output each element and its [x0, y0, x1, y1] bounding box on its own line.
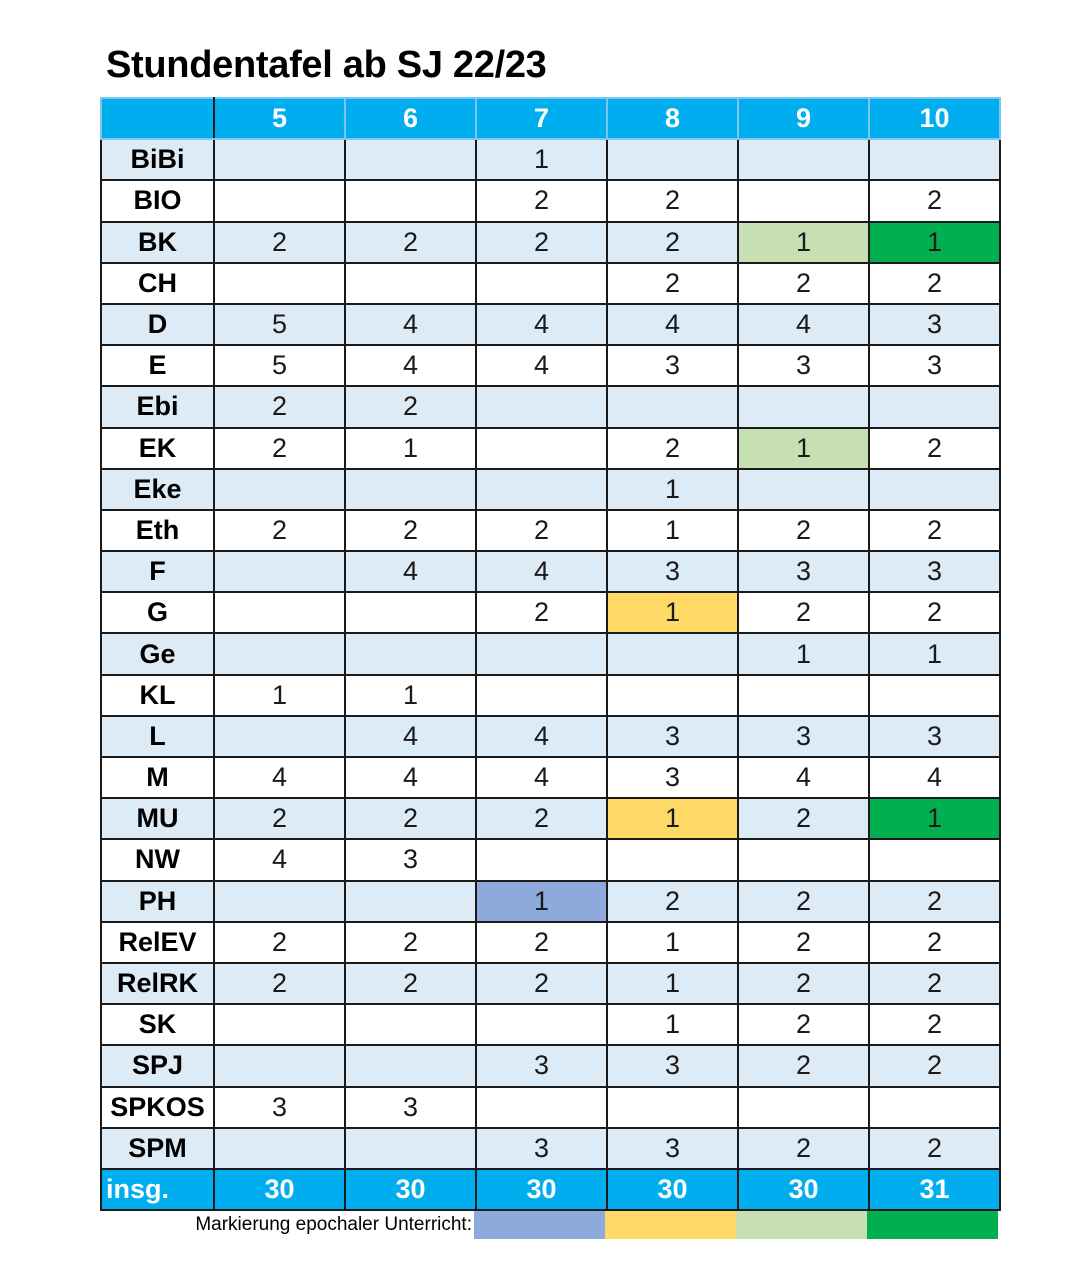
hours-cell — [607, 839, 738, 880]
subject-label: F — [101, 551, 214, 592]
grade-header: 5 — [214, 98, 345, 139]
subject-label: KL — [101, 675, 214, 716]
table-row — [101, 510, 1000, 551]
total-cell: 30 — [738, 1169, 869, 1210]
hours-cell: 4 — [607, 304, 738, 345]
hours-cell — [738, 139, 869, 180]
hours-cell: 2 — [345, 386, 476, 427]
legend-swatch-blue — [474, 1211, 605, 1239]
hours-cell: 2 — [214, 798, 345, 839]
table-row — [101, 592, 1000, 633]
hours-cell — [214, 139, 345, 180]
table-row — [101, 1045, 1000, 1086]
grade-header: 6 — [345, 98, 476, 139]
hours-cell: 2 — [869, 881, 1000, 922]
hours-cell — [345, 1004, 476, 1045]
hours-cell — [214, 592, 345, 633]
hours-cell — [476, 263, 607, 304]
hours-cell: 2 — [738, 1045, 869, 1086]
subject-label: EK — [101, 428, 214, 469]
hours-cell: 2 — [869, 592, 1000, 633]
subject-label: RelRK — [101, 963, 214, 1004]
hours-cell — [869, 139, 1000, 180]
table-row — [101, 675, 1000, 716]
hours-cell — [476, 675, 607, 716]
subject-label: Ge — [101, 633, 214, 674]
hours-cell: 3 — [607, 1045, 738, 1086]
hours-cell: 4 — [476, 757, 607, 798]
hours-cell: 1 — [345, 675, 476, 716]
hours-cell: 2 — [607, 428, 738, 469]
subject-label: E — [101, 345, 214, 386]
hours-cell: 2 — [476, 510, 607, 551]
hours-cell — [476, 1004, 607, 1045]
hours-cell — [476, 428, 607, 469]
hours-cell: 2 — [738, 263, 869, 304]
total-cell: 30 — [607, 1169, 738, 1210]
hours-cell: 2 — [869, 510, 1000, 551]
subject-label: RelEV — [101, 922, 214, 963]
page-title: Stundentafel ab SJ 22/23 — [106, 44, 547, 86]
hours-cell: 2 — [476, 963, 607, 1004]
hours-cell: 2 — [345, 222, 476, 263]
hours-cell: 2 — [738, 963, 869, 1004]
hours-cell — [214, 633, 345, 674]
hours-cell — [607, 633, 738, 674]
hours-cell: 2 — [345, 922, 476, 963]
table-row — [101, 881, 1000, 922]
table-row — [101, 139, 1000, 180]
hours-cell: 2 — [869, 1004, 1000, 1045]
hours-cell — [607, 386, 738, 427]
hours-cell: 1 — [607, 592, 738, 633]
hours-cell — [214, 1004, 345, 1045]
hours-cell: 2 — [738, 798, 869, 839]
hours-cell — [476, 633, 607, 674]
hours-cell: 2 — [869, 428, 1000, 469]
hours-cell: 3 — [869, 716, 1000, 757]
subject-label: SK — [101, 1004, 214, 1045]
hours-cell: 4 — [345, 757, 476, 798]
table-row — [101, 633, 1000, 674]
subject-label: CH — [101, 263, 214, 304]
subject-label: Ebi — [101, 386, 214, 427]
hours-cell: 2 — [607, 263, 738, 304]
hours-cell: 1 — [607, 922, 738, 963]
hours-cell: 4 — [345, 304, 476, 345]
hours-cell: 2 — [869, 180, 1000, 221]
table-row — [101, 551, 1000, 592]
hours-cell: 2 — [738, 510, 869, 551]
subject-label: L — [101, 716, 214, 757]
legend-swatch-lightgreen — [736, 1211, 867, 1239]
table-row — [101, 428, 1000, 469]
grade-header: 8 — [607, 98, 738, 139]
hours-cell: 3 — [607, 757, 738, 798]
total-cell: 30 — [345, 1169, 476, 1210]
hours-cell — [214, 551, 345, 592]
grade-header: 9 — [738, 98, 869, 139]
hours-cell: 2 — [214, 222, 345, 263]
hours-cell — [869, 1087, 1000, 1128]
hours-cell — [214, 1128, 345, 1169]
hours-cell: 3 — [869, 304, 1000, 345]
hours-cell: 2 — [214, 922, 345, 963]
hours-cell — [869, 675, 1000, 716]
hours-cell: 3 — [476, 1128, 607, 1169]
table-row — [101, 1004, 1000, 1045]
hours-cell — [214, 180, 345, 221]
hours-cell: 2 — [345, 798, 476, 839]
hours-cell: 3 — [869, 551, 1000, 592]
subject-label: G — [101, 592, 214, 633]
hours-cell: 4 — [869, 757, 1000, 798]
hours-cell — [214, 263, 345, 304]
hours-cell — [607, 675, 738, 716]
hours-cell — [476, 469, 607, 510]
hours-cell: 2 — [738, 1004, 869, 1045]
subject-label: MU — [101, 798, 214, 839]
table-row — [101, 757, 1000, 798]
hours-cell: 2 — [476, 922, 607, 963]
hours-cell: 2 — [214, 386, 345, 427]
hours-cell: 4 — [345, 551, 476, 592]
hours-cell: 3 — [738, 716, 869, 757]
hours-cell — [345, 592, 476, 633]
hours-cell — [345, 1128, 476, 1169]
hours-cell: 2 — [476, 592, 607, 633]
hours-cell: 2 — [869, 1045, 1000, 1086]
hours-cell: 1 — [607, 510, 738, 551]
table-row — [101, 963, 1000, 1004]
hours-cell: 2 — [476, 180, 607, 221]
hours-cell: 2 — [214, 510, 345, 551]
hours-cell: 1 — [869, 633, 1000, 674]
hours-cell: 2 — [869, 963, 1000, 1004]
hours-cell — [214, 469, 345, 510]
hours-cell — [345, 1045, 476, 1086]
hours-cell: 3 — [345, 839, 476, 880]
hours-cell: 2 — [738, 881, 869, 922]
legend-label: Markierung epochaler Unterricht: — [195, 1214, 472, 1235]
hours-cell — [738, 675, 869, 716]
legend — [0, 1211, 1088, 1239]
timetable — [100, 97, 1001, 1211]
hours-cell: 1 — [738, 428, 869, 469]
hours-cell: 2 — [869, 1128, 1000, 1169]
subject-label: BIO — [101, 180, 214, 221]
hours-cell: 2 — [607, 881, 738, 922]
subject-label: Eke — [101, 469, 214, 510]
hours-cell — [476, 839, 607, 880]
subject-label: SPJ — [101, 1045, 214, 1086]
hours-cell — [476, 1087, 607, 1128]
hours-cell: 1 — [607, 1004, 738, 1045]
total-cell: 30 — [214, 1169, 345, 1210]
table-row — [101, 386, 1000, 427]
hours-cell — [214, 881, 345, 922]
hours-cell — [345, 633, 476, 674]
hours-cell — [738, 469, 869, 510]
hours-cell: 1 — [607, 798, 738, 839]
hours-cell — [869, 386, 1000, 427]
hours-cell: 3 — [738, 551, 869, 592]
hours-cell: 4 — [738, 304, 869, 345]
table-row — [101, 304, 1000, 345]
hours-cell — [607, 1087, 738, 1128]
table-row — [101, 222, 1000, 263]
hours-cell: 2 — [214, 963, 345, 1004]
subject-label: PH — [101, 881, 214, 922]
subject-label: SPKOS — [101, 1087, 214, 1128]
total-row — [101, 1169, 1000, 1210]
hours-cell: 4 — [476, 551, 607, 592]
hours-cell: 1 — [607, 963, 738, 1004]
hours-cell: 4 — [738, 757, 869, 798]
subject-label: Eth — [101, 510, 214, 551]
hours-cell — [738, 386, 869, 427]
hours-cell: 2 — [738, 922, 869, 963]
table-row — [101, 716, 1000, 757]
hours-cell: 2 — [607, 180, 738, 221]
hours-cell: 4 — [214, 757, 345, 798]
table-row — [101, 180, 1000, 221]
table-row — [101, 839, 1000, 880]
hours-cell: 3 — [214, 1087, 345, 1128]
hours-cell: 3 — [476, 1045, 607, 1086]
hours-cell: 2 — [345, 963, 476, 1004]
hours-cell: 2 — [607, 222, 738, 263]
hours-cell: 2 — [345, 510, 476, 551]
hours-cell: 2 — [476, 222, 607, 263]
hours-cell: 3 — [607, 1128, 738, 1169]
hours-cell: 2 — [738, 1128, 869, 1169]
hours-cell: 1 — [345, 428, 476, 469]
hours-cell: 3 — [607, 551, 738, 592]
hours-cell: 4 — [214, 839, 345, 880]
table-row — [101, 469, 1000, 510]
hours-cell: 3 — [345, 1087, 476, 1128]
hours-cell: 1 — [607, 469, 738, 510]
hours-cell — [345, 139, 476, 180]
hours-cell — [869, 469, 1000, 510]
hours-cell — [345, 469, 476, 510]
hours-cell — [345, 881, 476, 922]
total-label: insg. — [101, 1169, 214, 1210]
hours-cell: 2 — [738, 592, 869, 633]
total-cell: 30 — [476, 1169, 607, 1210]
hours-cell — [738, 1087, 869, 1128]
subject-label: BiBi — [101, 139, 214, 180]
hours-cell: 1 — [214, 675, 345, 716]
hours-cell: 2 — [476, 798, 607, 839]
hours-cell: 1 — [869, 222, 1000, 263]
hours-cell: 1 — [738, 222, 869, 263]
table-row — [101, 345, 1000, 386]
total-cell: 31 — [869, 1169, 1000, 1210]
hours-cell: 3 — [738, 345, 869, 386]
hours-cell: 3 — [869, 345, 1000, 386]
subject-label: M — [101, 757, 214, 798]
table-row — [101, 798, 1000, 839]
hours-cell — [738, 180, 869, 221]
hours-cell: 3 — [607, 345, 738, 386]
hours-cell — [214, 716, 345, 757]
header-corner-cell — [101, 98, 214, 139]
hours-cell: 3 — [607, 716, 738, 757]
hours-cell — [214, 1045, 345, 1086]
hours-cell: 4 — [345, 345, 476, 386]
hours-cell: 2 — [214, 428, 345, 469]
table-row — [101, 922, 1000, 963]
hours-cell: 4 — [476, 716, 607, 757]
table-row — [101, 263, 1000, 304]
table-row — [101, 1087, 1000, 1128]
hours-cell: 4 — [476, 345, 607, 386]
hours-cell — [869, 839, 1000, 880]
table-row — [101, 1128, 1000, 1169]
hours-cell — [345, 263, 476, 304]
hours-cell: 2 — [869, 922, 1000, 963]
hours-cell — [738, 839, 869, 880]
hours-cell — [476, 386, 607, 427]
hours-cell: 5 — [214, 345, 345, 386]
hours-cell — [607, 139, 738, 180]
subject-label: BK — [101, 222, 214, 263]
hours-cell: 5 — [214, 304, 345, 345]
subject-label: SPM — [101, 1128, 214, 1169]
hours-cell: 4 — [345, 716, 476, 757]
hours-cell — [345, 180, 476, 221]
hours-cell: 1 — [476, 881, 607, 922]
hours-cell: 1 — [869, 798, 1000, 839]
subject-label: NW — [101, 839, 214, 880]
hours-cell: 4 — [476, 304, 607, 345]
hours-cell: 1 — [738, 633, 869, 674]
grade-header: 7 — [476, 98, 607, 139]
subject-label: D — [101, 304, 214, 345]
legend-swatch-green — [867, 1211, 998, 1239]
legend-swatch-yellow — [605, 1211, 736, 1239]
hours-cell: 2 — [869, 263, 1000, 304]
hours-cell: 1 — [476, 139, 607, 180]
grade-header-row — [101, 98, 1000, 139]
grade-header: 10 — [869, 98, 1000, 139]
